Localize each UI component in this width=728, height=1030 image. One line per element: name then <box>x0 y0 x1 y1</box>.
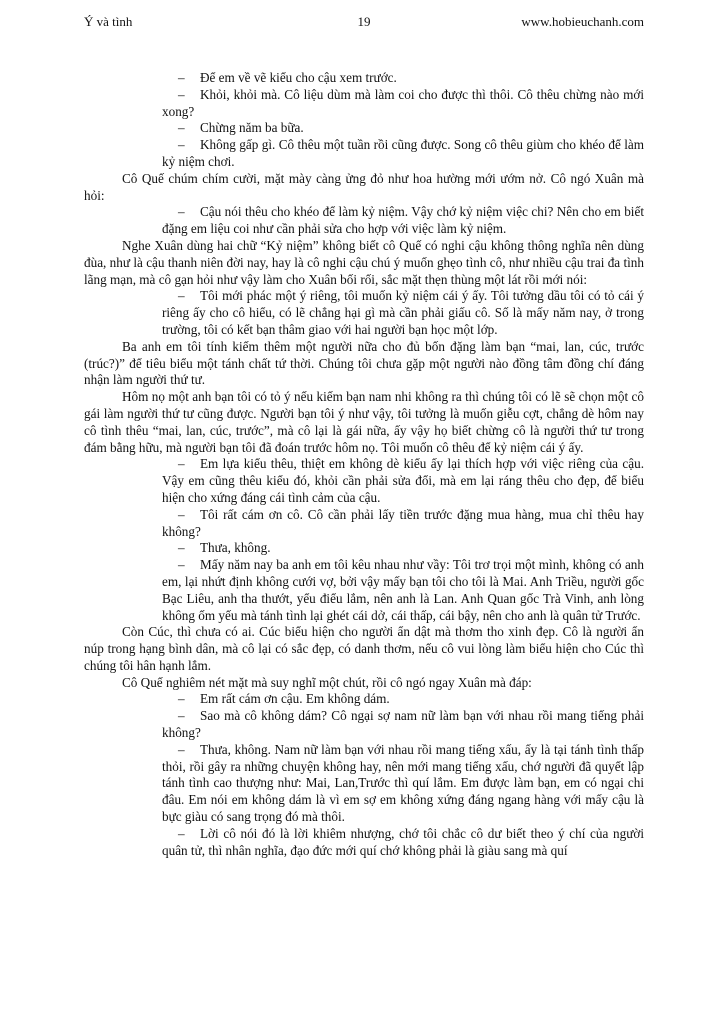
dialogue-text: Thưa, không. Nam nữ làm bạn với nhau rồi mang tiếng xấu, ấy là tại tánh tình thấp thỏi, rồi gây ra những chuyện không hay, nên mới mang tiếng xấu, chớ người đã quyết lập tánh tình cao thượng như: Mai, Lan,Trước thì quí lắm. Em được làm bạn, em có ngại chi đâu. Em nói em không dám là vì em sợ em không xứng đáng ngang hàng với mấy cậu là bực giàu có sang trọng đó mà thôi. <box>162 741 644 825</box>
dialogue-line <box>84 204 644 238</box>
dialogue-text: Em rất cám ơn cậu. Em không dám. <box>200 691 390 707</box>
dash-marker: – <box>178 120 185 136</box>
dash-marker: – <box>178 456 185 472</box>
dialogue-text: Em lựa kiểu thêu, thiệt em không dè kiểu ấy lại thích hợp với việc riêng của cậu. Vậy em cũng thêu kiểu đó, khỏi cần phải sửa đổi, mà em lại ráng thêu cho đẹp, để biểu hiện cho xứng đáng cái tình cảm của cậu. <box>162 456 644 505</box>
paragraph: Ba anh em tôi tính kiếm thêm một người nữa cho đủ bốn đặng làm bạn “mai, lan, cúc, trước (trúc?)” để tiêu biểu một tánh chất tứ thời. Chúng tôi chưa gặp một người nào đồng tâm đồng chí đáng nhận làm người thứ tư. <box>84 338 644 388</box>
dialogue-text: Cậu nói thêu cho khéo để làm kỷ niệm. Vậy chớ kỷ niệm việc chi? Nên cho em biết đặng em liệu coi như cần phải sửa cho hợp với việc làm kỷ niệm. <box>162 204 644 237</box>
dialogue-text: Khỏi, khỏi mà. Cô liệu dùm mà làm coi cho được thì thôi. Cô thêu chừng nào mới xong? <box>162 86 644 119</box>
paragraph: Hôm nọ một anh bạn tôi có tỏ ý nếu kiếm bạn nam nhi không ra thì chúng tôi có lẽ sẽ chọn một cô gái làm người thứ tư cũng được. Người bạn tôi ý như vậy, tôi tưởng là muốn giễu cợt, chẳng dè hôm nay cô tình thêu “mai, lan, cúc, trước”, mà cô lại là gái nữa, ấy vậy họ biết chừng cô là người thứ tư trong đám bằng hữu, mà người bạn tôi đã đoán trước hôm nọ. Tôi muốn cô thêu để kỷ niệm cái ý ấy. <box>84 389 644 455</box>
dialogue-line <box>84 137 644 171</box>
paragraph: Còn Cúc, thì chưa có ai. Cúc biểu hiện cho người ẩn dật mà thơm tho xinh đẹp. Cô là người ẩn núp trong hạng bình dân, mà cô lại có sắc đẹp, có danh thơm, nếu cô vui lòng làm biểu hiện cho Cúc thì chúng tôi hân hạnh lắm. <box>84 624 644 673</box>
paragraph: Nghe Xuân dùng hai chữ “Kỷ niệm” không biết cô Quế có nghi cậu không thông nghĩa nên dùng đùa, như là cậu thanh niên đời nay, hay là cô nghi cậu chú ý muốn ghẹo tình cô, như nhiều cậu trai đa tình lãng mạn, mà cô gạn hỏi như vậy làm cho Xuân bối rối, sắc mặt thẹn thùng một lát rồi mới nói: <box>84 237 644 287</box>
paragraph: Cô Quế nghiêm nét mặt mà suy nghĩ một chút, rồi cô ngó ngay Xuân mà đáp: <box>122 674 532 690</box>
dialogue-text: Thưa, không. <box>200 540 271 556</box>
dialogue-line <box>84 691 644 708</box>
dialogue-line <box>84 456 644 506</box>
dialogue-text: Mấy năm nay ba anh em tôi kêu nhau như vầy: Tôi trơ trọi một mình, không có anh em, lại nhứt định không cưới vợ, bởi vậy mấy bạn tôi cho tôi là Mai. Anh Triều, người gốc Bạc Liêu, anh tha thướt, yểu điểu lắm, nên anh là Lan. Anh Quan gốc Trà Vinh, anh lòng không ốm yếu mà tánh tình lại ghét cái dở, cái thấp, cái bậy, nên cho anh là quân tử Trước. <box>162 557 644 623</box>
dialogue-text: Tôi mới phác một ý riêng, tôi muốn kỷ niệm cái ý ấy. Tôi tưởng dầu tôi có tỏ cái ý riêng ấy cho cô hiểu, có lẽ chẳng hại gì mà cần phải giấu cô. Số là mấy năm nay, ở trong trường, tôi có kết bạn thâm giao với hai người bạn học một lớp. <box>162 288 644 337</box>
dialogue-line <box>84 826 644 860</box>
page-number: 19 <box>357 14 371 29</box>
dash-marker: – <box>178 506 185 522</box>
dash-marker: – <box>178 825 185 841</box>
dash-marker: – <box>178 137 185 153</box>
page-header <box>84 12 644 32</box>
dialogue-line <box>84 540 644 557</box>
dialogue-line <box>84 507 644 541</box>
dash-marker: – <box>178 288 185 304</box>
dash-marker: – <box>178 86 185 102</box>
dash-marker: – <box>178 204 185 220</box>
dash-marker: – <box>178 691 185 707</box>
dialogue-line <box>84 87 644 121</box>
dash-marker: – <box>178 70 185 85</box>
dialogue-line <box>84 120 644 137</box>
dialogue-line <box>84 557 644 624</box>
page-body <box>84 70 644 859</box>
dialogue-text: Không gấp gì. Cô thêu một tuần rồi cũng được. Song cô thêu giùm cho khéo để làm kỷ niệm chơi. <box>162 137 644 169</box>
dialogue-text: Tôi rất cám ơn cô. Cô cần phải lấy tiền trước đặng mua hàng, mua chỉ thêu hay không? <box>162 506 644 539</box>
dialogue-text: Chừng năm ba bữa. <box>200 120 304 136</box>
paragraph: Cô Quế chúm chím cười, mặt mày càng ửng đỏ như hoa hường mới ướm nở. Cô ngó Xuân mà hỏi: <box>84 170 644 203</box>
dialogue-line <box>84 742 644 826</box>
dash-marker: – <box>178 741 185 757</box>
dialogue-text: Sao mà cô không dám? Cô ngại sợ nam nữ làm bạn với nhau rồi mang tiếng phải không? <box>162 708 644 741</box>
dash-marker: – <box>178 708 185 724</box>
dialogue-text: Để em về vẽ kiểu cho cậu xem trước. <box>200 70 397 85</box>
header-title: Ý và tình <box>84 14 133 29</box>
dash-marker: – <box>178 540 185 556</box>
dash-marker: – <box>178 557 185 573</box>
dialogue-line <box>84 70 644 87</box>
dialogue-line <box>84 288 644 338</box>
dialogue-line <box>84 708 644 742</box>
dialogue-text: Lời cô nói đó là lời khiêm nhượng, chớ tôi chắc cô dư biết theo ý chí của người quân tử, thì nhân nghĩa, đạo đức mới quí chớ không phải là giàu sang mà quí <box>162 825 644 858</box>
header-website: www.hobieuchanh.com <box>521 14 644 29</box>
